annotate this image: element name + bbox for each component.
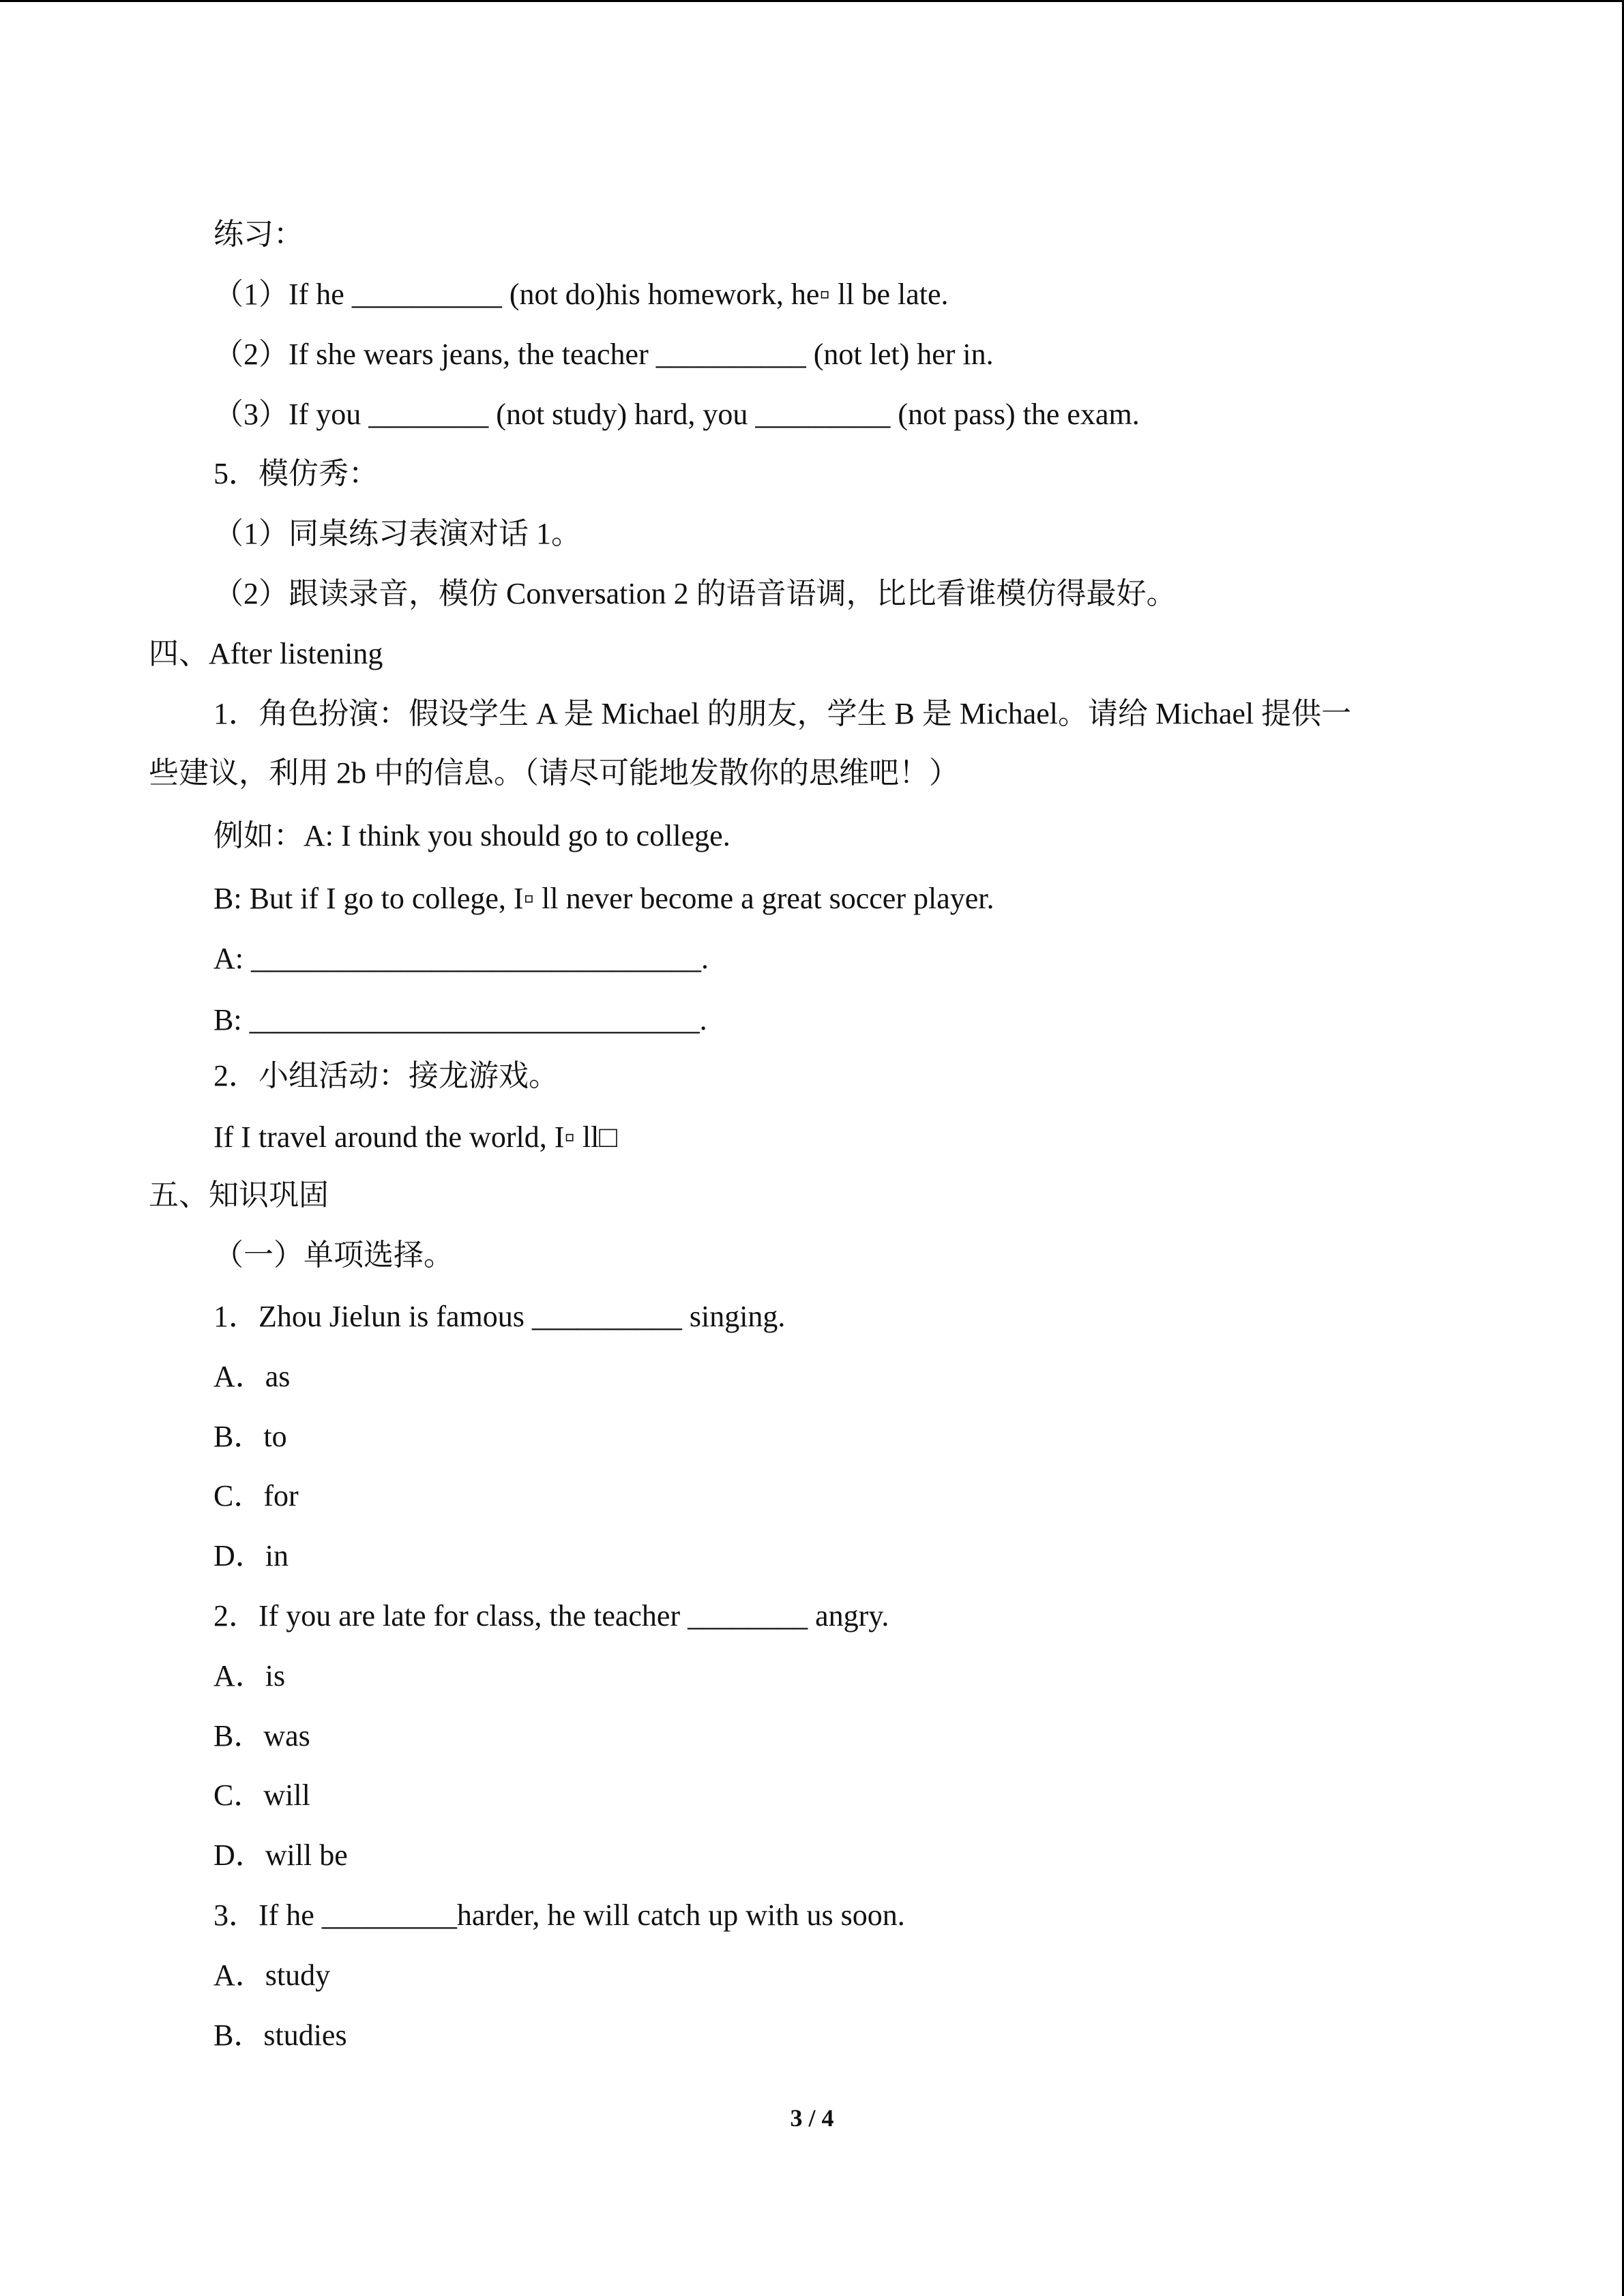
- q2-option-d: D．will be: [213, 1838, 348, 1872]
- multiple-choice-heading: （一）单项选择。: [213, 1238, 454, 1272]
- dialogue-blank-a: A: ______________________________.: [213, 942, 709, 975]
- page-top-border: [0, 0, 1624, 2]
- imitation-item-1: （1）同桌练习表演对话 1。: [213, 517, 581, 550]
- exercise-item-3: （3）If you ________ (not study) hard, you _________ (not pass) the exam.: [213, 398, 1140, 431]
- q2-option-a: A．is: [213, 1659, 286, 1693]
- example-line-b: B: But if I go to college, I▫ ll never become a great soccer player.: [213, 882, 994, 915]
- question-2: 2．If you are late for class, the teacher ________ angry.: [213, 1599, 889, 1632]
- q1-option-d: D．in: [213, 1539, 289, 1572]
- exercise-item-2: （2）If she wears jeans, the teacher __________ (not let) her in.: [213, 338, 994, 371]
- exercise-item-1: （1）If he __________ (not do)his homework, he▫ ll be late.: [213, 278, 949, 311]
- question-1: 1．Zhou Jielun is famous __________ singing.: [213, 1300, 786, 1333]
- exercise-heading: 练习：: [213, 218, 304, 251]
- group-activity-heading: 2．小组活动：接龙游戏。: [213, 1059, 559, 1092]
- dialogue-blank-b: B: ______________________________.: [213, 1003, 707, 1037]
- imitation-item-2: （2）跟读录音，模仿 Conversation 2 的语音语调，比比看谁模仿得最好。: [213, 577, 1177, 610]
- q1-option-b: B．to: [213, 1420, 287, 1453]
- q2-option-b: B．was: [213, 1719, 310, 1753]
- question-3: 3．If he _________harder, he will catch up with us soon.: [213, 1898, 905, 1932]
- q2-option-c: C．will: [213, 1778, 310, 1812]
- section-consolidation: 五、知识巩固: [149, 1178, 329, 1212]
- group-activity-prompt: If I travel around the world, I▫ ll□: [213, 1120, 617, 1154]
- q3-option-b: B．studies: [213, 2018, 347, 2052]
- example-line-a: 例如：A: I think you should go to college.: [213, 819, 730, 852]
- q3-option-a: A．study: [213, 1958, 331, 1992]
- q1-option-c: C．for: [213, 1479, 299, 1512]
- section-after-listening: 四、After listening: [149, 637, 383, 670]
- role-play-instruction: 1．角色扮演：假设学生 A 是 Michael 的朋友，学生 B 是 Michael。请给 Michael 提供一: [213, 697, 1352, 730]
- imitation-heading: 5．模仿秀：: [213, 457, 379, 490]
- q1-option-a: A．as: [213, 1360, 291, 1393]
- page-number: 3 / 4: [790, 2104, 834, 2132]
- role-play-instruction-cont: 些建议，利用 2b 中的信息。（请尽可能地发散你的思维吧！）: [149, 756, 959, 790]
